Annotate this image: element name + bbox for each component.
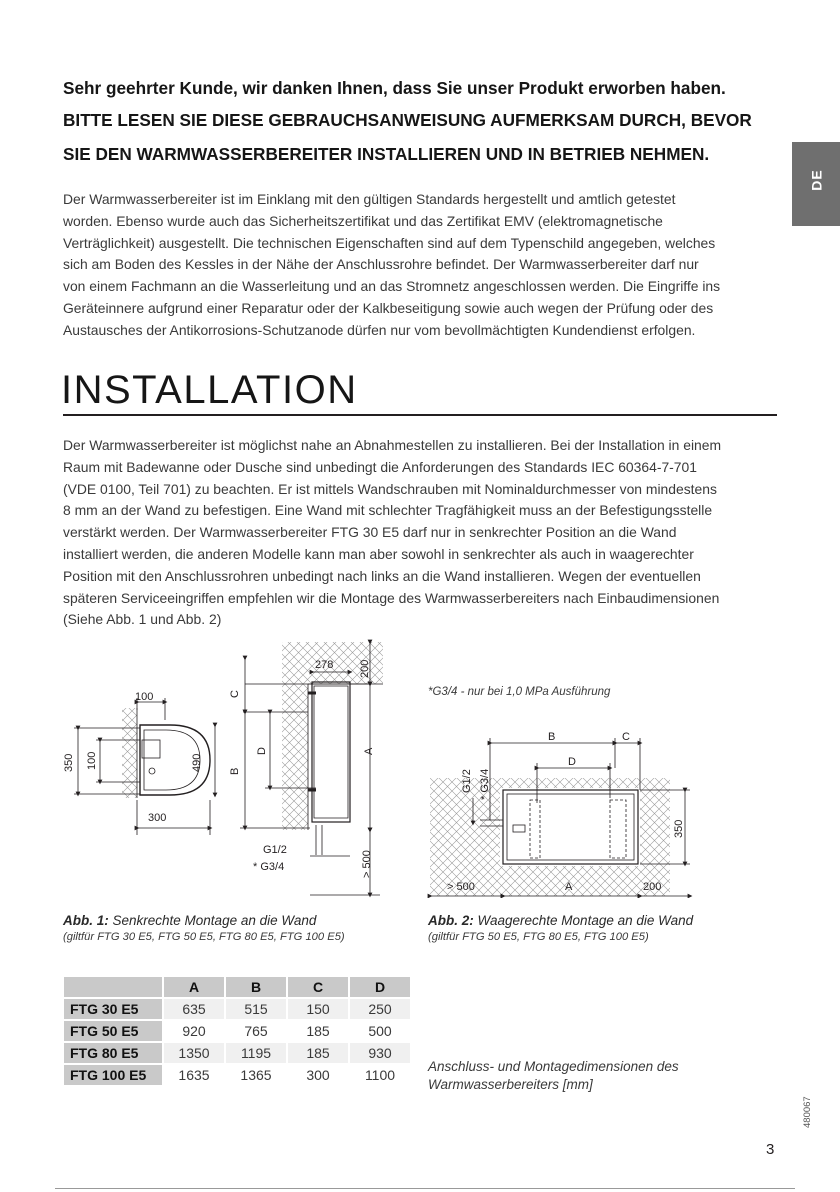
table-row <box>64 1021 410 1041</box>
table-note <box>428 1058 679 1094</box>
table-header-cell: D <box>350 977 410 997</box>
installation-line: Position mit den Anschlussrohren unbedingt nach links an die Wand installieren. Wegen der eventuellen <box>63 567 701 584</box>
intro-line: Verträglichkeit) ausgestellt. Die technischen Eigenschaften sind auf dem Typenschild angegeben, welches <box>63 234 716 251</box>
fig1-label-A: A <box>363 747 375 755</box>
table-cell: 150 <box>288 999 348 1019</box>
table-cell: 1365 <box>226 1065 286 1085</box>
fig2-dim-500: > 500 <box>447 881 475 893</box>
fig1-label-B: B <box>229 767 241 775</box>
fig2-caption-text: Waagerechte Montage an die Wand <box>473 913 694 928</box>
table-cell: 765 <box>226 1021 286 1041</box>
fig2-label-g34: * G3/4 <box>479 768 491 800</box>
table-cell: 515 <box>226 999 286 1019</box>
greeting-line-2: BITTE LESEN SIE DIESE GEBRAUCHSANWEISUNG AUFMERKSAM DURCH, BEVOR <box>63 110 752 130</box>
table-cell: 300 <box>288 1065 348 1085</box>
fig1-caption-text: Senkrechte Montage an die Wand <box>108 913 317 928</box>
installation-line: verstärkt werden. Der Warmwasserbereiter FTG 30 E5 darf nur in senkrechter Position an die Wand <box>63 524 677 541</box>
installation-line: installiert werden, die anderen Modelle kann man aber sowohl in senkrechter als auch in waagerechter <box>63 545 694 562</box>
installation-line: späteren Serviceeingriffen empfehlen wir die Montage des Warmwasserbereiters nach Einbaudimensionen <box>63 589 720 606</box>
table-row <box>64 1043 410 1063</box>
table-row <box>64 999 410 1019</box>
installation-heading: INSTALLATION <box>61 368 358 412</box>
dimensions-table <box>62 975 412 1087</box>
installation-line: (Siehe Abb. 1 und Abb. 2) <box>63 611 222 628</box>
fig1-dim-278: 278 <box>315 659 334 671</box>
fig1-dim-100-side: 100 <box>86 751 98 770</box>
intro-line: Austausches der Antikorrosions-Schutzanode dürfen nur vom bevollmächtigten Kundendienst erfolgen. <box>63 321 696 338</box>
table-header-cell: B <box>226 977 286 997</box>
fig1-label-g12: G1/2 <box>263 844 287 856</box>
table-header-cell: C <box>288 977 348 997</box>
table-cell: 185 <box>288 1021 348 1041</box>
table-cell: 1195 <box>226 1043 286 1063</box>
table-header-cell <box>64 977 162 997</box>
installation-line: (VDE 0100, Teil 701) zu beachten. Er ist mittels Wandschrauben mit Nominaldurchmesser von mindestens <box>63 480 717 497</box>
fig1-dim-500: > 500 <box>361 850 373 878</box>
fig2-label-g12: G1/2 <box>461 769 473 793</box>
installation-paragraph <box>63 435 798 631</box>
intro-line: von einem Fachmann an die Wasserleitung und an das Stromnetz angeschlossen werden. Die Eingriffe ins <box>63 278 721 295</box>
greeting-line-3: SIE DEN WARMWASSERBEREITER INSTALLIEREN UND IN BETRIEB NEHMEN. <box>63 144 710 164</box>
table-cell: FTG 100 E5 <box>64 1065 162 1085</box>
fig2-dim-350: 350 <box>673 819 685 838</box>
fig1-dim-350: 350 <box>63 753 75 772</box>
fig2-subcaption: (giltfür FTG 50 E5, FTG 80 E5, FTG 100 E5) <box>428 931 649 943</box>
table-cell: 635 <box>164 999 224 1019</box>
table-cell: 1635 <box>164 1065 224 1085</box>
table-header-row <box>64 977 410 997</box>
table-cell: 250 <box>350 999 410 1019</box>
figure-1-drawing <box>60 630 390 905</box>
table-cell: FTG 50 E5 <box>64 1021 162 1041</box>
table-cell: 500 <box>350 1021 410 1041</box>
table-cell: 1100 <box>350 1065 410 1085</box>
table-cell: 185 <box>288 1043 348 1063</box>
fig2-label-B: B <box>548 731 556 743</box>
fig1-label-C: C <box>229 690 241 698</box>
table-cell: 1350 <box>164 1043 224 1063</box>
fig1-dim-490: 490 <box>191 753 203 772</box>
table-note-line: Anschluss- und Montagedimensionen des <box>428 1059 679 1074</box>
document-id: 480067 <box>802 1096 813 1128</box>
table-cell: FTG 30 E5 <box>64 999 162 1019</box>
installation-line: Der Warmwasserbereiter ist möglichst nahe an Abnahmestellen zu installieren. Bei der Installation in einem <box>63 437 722 453</box>
fig2-note: *G3/4 - nur bei 1,0 MPa Ausführung <box>428 686 611 698</box>
fig1-dim-100-top: 100 <box>135 691 154 703</box>
language-tab <box>792 142 840 226</box>
installation-line: 8 mm an der Wand zu befestigen. Eine Wand mit schlechter Tragfähigkeit muss an der Befestigungsstelle <box>63 502 713 519</box>
installation-line: Raum mit Badewanne oder Dusche sind unbedingt die Anforderungen des Standards IEC 60364-7-701 <box>63 458 697 475</box>
figure-2-drawing <box>425 728 695 898</box>
table-row <box>64 1065 410 1085</box>
fig1-caption-label: Abb. 1: <box>63 913 109 928</box>
greeting-line-1: Sehr geehrter Kunde, wir danken Ihnen, dass Sie unser Produkt erworben haben. <box>63 78 726 98</box>
fig1-label-g34: * G3/4 <box>253 861 285 873</box>
intro-line: Der Warmwasserbereiter ist im Einklang mit den gültigen Standards hergestellt und amtlich getestet <box>63 191 676 207</box>
page-number: 3 <box>766 1141 775 1158</box>
fig1-caption <box>63 913 316 928</box>
fig1-label-D: D <box>256 747 268 755</box>
table-cell: 920 <box>164 1021 224 1041</box>
heading-rule <box>63 414 777 416</box>
fig1-subcaption: (giltfür FTG 30 E5, FTG 50 E5, FTG 80 E5, FTG 100 E5) <box>63 931 345 943</box>
fig1-dim-300: 300 <box>148 812 167 824</box>
fig2-label-C: C <box>622 731 630 743</box>
fig2-label-A: A <box>565 881 573 893</box>
language-tab-label: DE <box>808 169 825 191</box>
fig2-label-D: D <box>568 756 576 768</box>
fig2-dim-200: 200 <box>643 881 662 893</box>
fig2-caption <box>428 913 693 928</box>
footer-rule <box>55 1188 795 1189</box>
intro-paragraph <box>63 189 798 342</box>
table-cell: FTG 80 E5 <box>64 1043 162 1063</box>
intro-line: sich am Boden des Kessles in der Nähe der Anschlussrohre befindet. Der Warmwasserbereiter darf nur <box>63 256 699 273</box>
table-cell: 930 <box>350 1043 410 1063</box>
fig2-caption-label: Abb. 2: <box>428 913 474 928</box>
table-note-line: Warmwasserbereiters [mm] <box>428 1077 593 1092</box>
intro-line: Geräteinnere aufgrund einer Reparatur oder der Kalkbeseitigung sowie auch wegen der Prüfung oder des <box>63 299 714 316</box>
table-header-cell: A <box>164 977 224 997</box>
fig1-dim-200: 200 <box>359 659 371 678</box>
intro-line: worden. Ebenso wurde auch das Sicherheitszertifikat und das Zertifikat EMV (elektromagnetische <box>63 212 663 229</box>
